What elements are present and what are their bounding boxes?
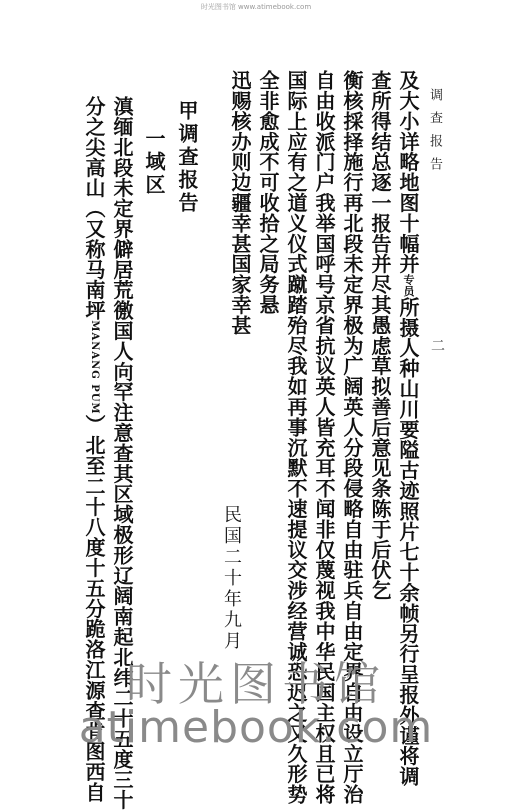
body-column-6: 全非愈成不可收拾之局务悬 — [256, 70, 280, 315]
signature-date: 民国二十年九月 — [221, 505, 242, 652]
section-subtitle: 一域区 — [142, 128, 166, 197]
section-column-2 — [82, 96, 106, 803]
body-text: ）北至二十八度十五分跪洛江源查肯图西自 — [82, 414, 106, 803]
watermark-url: atimebook.com — [78, 702, 434, 753]
body-text: 及大小详略地图十幅并 — [396, 70, 420, 274]
latin-annotation: MANANG PUM — [89, 320, 100, 415]
section-title: 甲调查报告 — [175, 100, 199, 215]
body-column-2: 查所得结总逐一报告并尽其愚虑草拟善后意见条陈于后伏乞 — [368, 70, 392, 601]
running-header: 调查报告 — [427, 88, 442, 180]
body-column-3: 衡核採择施行再北段未定界极为广阔英人分段侵略自由驻兵自由定界自由设立厅治 — [340, 70, 364, 805]
page-number: 二 — [429, 338, 445, 352]
watermark-chinese: 时光图书馆 — [126, 657, 386, 711]
body-text: 分之尖高山（又称马南坪 — [82, 96, 106, 321]
body-column-7: 迅赐核办则边疆幸甚国家幸甚 — [228, 70, 252, 336]
body-column-5: 国际上应有之道义仪式蹴踏殆尽我如再事沉默不速提议交涉经营诚恐迟之又久形势 — [284, 70, 308, 805]
inline-annotation: 专员 — [402, 274, 415, 297]
body-column-4: 自由收派门户我举国呼号京省抗议英人皆充耳不闻非仅蔑视我中华民国主权且已将 — [312, 70, 336, 805]
body-column-1 — [396, 70, 420, 787]
section-column-1: 滇缅北段未定界僻居荒徼国人向罕注意查其区域极形辽阔南起北纬二十五度三十 — [110, 96, 134, 810]
source-url-text: 时光图书馆 www.atimebook.com — [200, 3, 312, 11]
body-text: 所摄人种山川要隘古迹照片七十余帧另行呈报外谨将调 — [396, 296, 420, 787]
